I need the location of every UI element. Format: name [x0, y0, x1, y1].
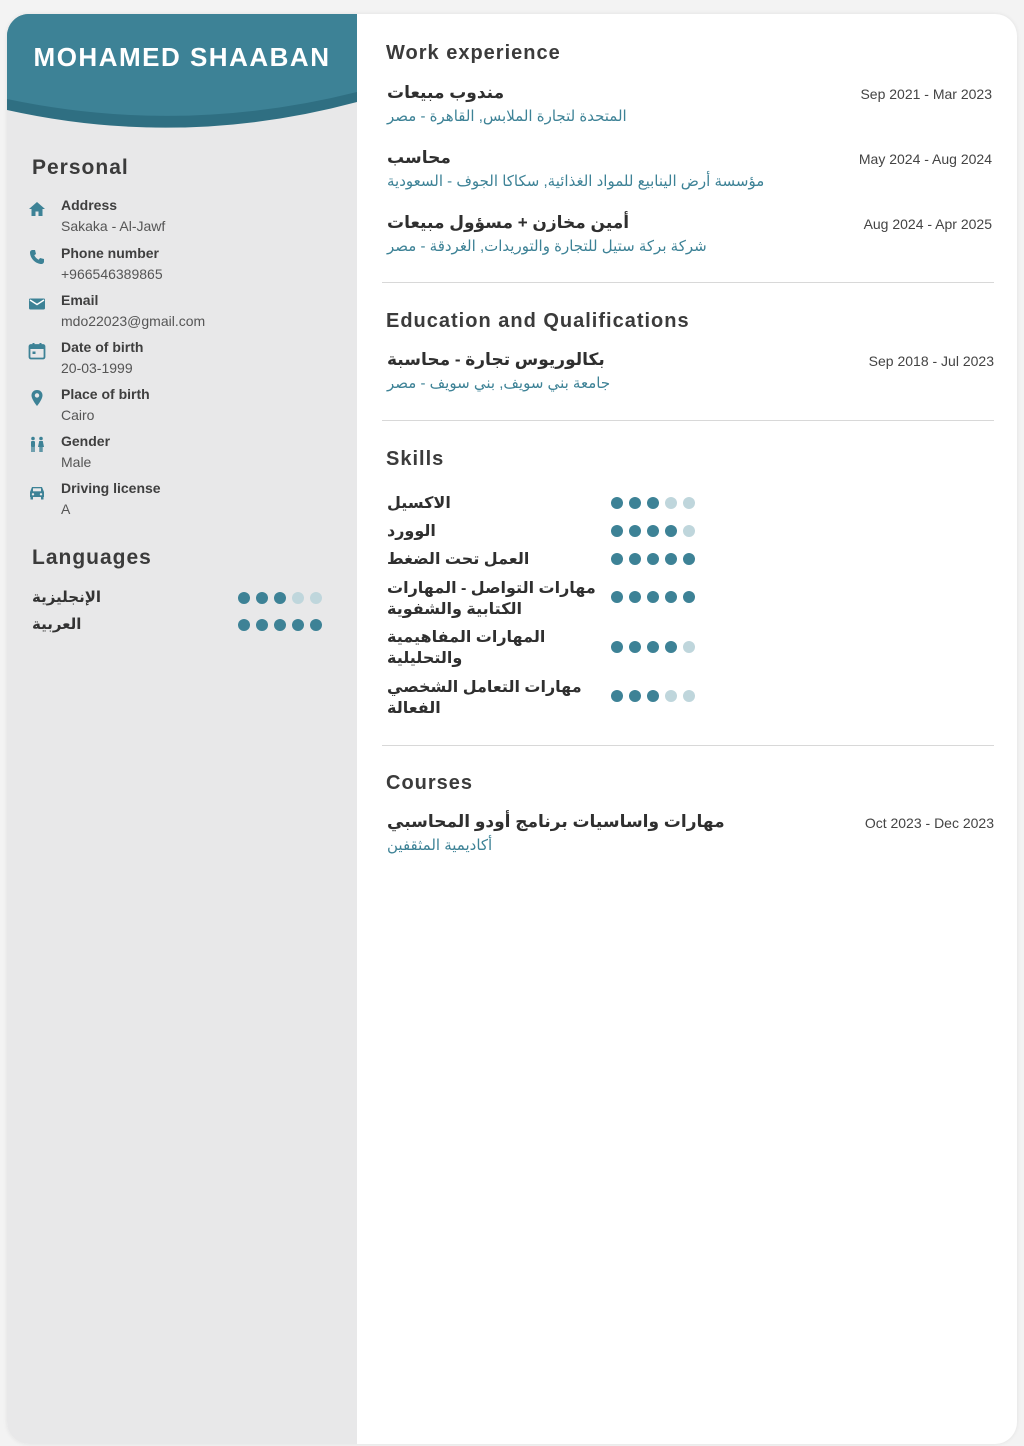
personal-label: Gender [61, 433, 111, 449]
personal-label: Email [61, 292, 99, 308]
level-dot-empty [683, 497, 695, 509]
personal-value: +966546389865 [61, 266, 163, 282]
skill-name: العمل تحت الضغط [387, 551, 530, 568]
level-dot-filled [256, 619, 268, 631]
personal-item-address [27, 197, 347, 241]
skill-level-dots [611, 591, 695, 603]
level-dot-filled [611, 591, 623, 603]
personal-item-email [27, 292, 347, 336]
personal-label: Address [61, 197, 118, 213]
level-dot-filled [665, 591, 677, 603]
entry-date: Sep 2021 - Mar 2023 [860, 86, 992, 102]
main-content [357, 14, 1017, 1444]
gender-icon [27, 435, 47, 455]
education-entry [387, 350, 994, 400]
level-dot-filled [611, 641, 623, 653]
level-dot-filled [665, 525, 677, 537]
personal-label: Driving license [61, 480, 161, 496]
entry-title: محاسب [387, 148, 451, 167]
personal-item-date-of-birth [27, 339, 347, 383]
header-band [7, 14, 357, 139]
skill-level-dots [611, 641, 695, 653]
home-icon [27, 199, 47, 219]
level-dot-filled [238, 619, 250, 631]
header-banner-shape [7, 14, 357, 139]
phone-icon [27, 247, 47, 267]
level-dot-empty [683, 641, 695, 653]
personal-value: mdo22023@gmail.com [61, 313, 206, 329]
skill-row [387, 677, 717, 721]
level-dot-empty [310, 592, 322, 604]
skill-name: الاكسيل [387, 495, 451, 512]
level-dot-filled [665, 641, 677, 653]
level-dot-filled [256, 592, 268, 604]
skills-section-title: Skills [386, 448, 445, 470]
language-row [32, 588, 332, 610]
language-name: العربية [32, 616, 82, 633]
skill-name: مهارات التعامل الشخصي الفعالة [387, 679, 582, 717]
language-level-dots [238, 619, 322, 631]
level-dot-filled [629, 591, 641, 603]
calendar-icon [27, 341, 47, 361]
level-dot-filled [683, 591, 695, 603]
level-dot-filled [310, 619, 322, 631]
entry-subtitle: جامعة بني سويف, بني سويف - مصر [387, 375, 611, 392]
skill-row [387, 578, 717, 622]
personal-item-phone [27, 245, 347, 289]
language-level-dots [238, 592, 322, 604]
personal-section-title: Personal [32, 156, 129, 179]
resume-page [7, 14, 1017, 1444]
level-dot-filled [647, 641, 659, 653]
personal-item-gender [27, 433, 347, 477]
level-dot-filled [647, 497, 659, 509]
entry-date: Aug 2024 - Apr 2025 [863, 216, 992, 232]
entry-date: Oct 2023 - Dec 2023 [864, 815, 994, 831]
level-dot-filled [629, 525, 641, 537]
level-dot-empty [683, 690, 695, 702]
entry-subtitle: مؤسسة أرض الينابيع للمواد الغذائية, سكاكا الجوف - السعودية [387, 173, 765, 190]
location-pin-icon [27, 388, 47, 408]
sidebar [7, 14, 357, 1444]
car-icon [27, 482, 47, 502]
entry-subtitle: أكاديمية المثقفين [387, 837, 493, 854]
level-dot-filled [647, 591, 659, 603]
skill-level-dots [611, 553, 695, 565]
personal-label: Phone number [61, 245, 160, 261]
entry-title: مهارات واساسيات برنامج أودو المحاسبي [387, 812, 725, 831]
work-entry [387, 83, 992, 133]
level-dot-filled [611, 497, 623, 509]
entry-date: Sep 2018 - Jul 2023 [868, 353, 994, 369]
language-name: الإنجليزية [32, 589, 102, 606]
level-dot-filled [238, 592, 250, 604]
skill-name: مهارات التواصل - المهارات الكتابية والشفوية [387, 580, 596, 618]
language-row [32, 615, 332, 637]
personal-value: Cairo [61, 407, 95, 423]
work-section-title: Work experience [386, 42, 561, 64]
section-divider [382, 745, 994, 746]
entry-subtitle: المتحدة لتجارة الملابس, القاهرة - مصر [387, 108, 627, 125]
skill-name: المهارات المفاهيمية والتحليلية [387, 629, 546, 667]
level-dot-empty [683, 525, 695, 537]
level-dot-filled [611, 690, 623, 702]
level-dot-filled [629, 497, 641, 509]
section-divider [382, 420, 994, 421]
skill-level-dots [611, 525, 695, 537]
personal-value: 20-03-1999 [61, 360, 133, 376]
personal-item-driving-license [27, 480, 347, 524]
skill-name: الوورد [387, 523, 436, 540]
level-dot-empty [665, 497, 677, 509]
section-divider [382, 282, 994, 283]
mail-icon [27, 294, 47, 314]
entry-title: مندوب مبيعات [387, 83, 505, 102]
candidate-name: MOHAMED SHAABAN [33, 42, 331, 72]
course-entry [387, 812, 994, 862]
skill-level-dots [611, 497, 695, 509]
level-dot-filled [611, 525, 623, 537]
level-dot-filled [665, 553, 677, 565]
entry-date: May 2024 - Aug 2024 [858, 151, 992, 167]
level-dot-filled [647, 553, 659, 565]
skill-row [387, 627, 717, 671]
level-dot-filled [647, 525, 659, 537]
level-dot-filled [611, 553, 623, 565]
entry-title: أمين مخازن + مسؤول مبيعات [387, 213, 630, 232]
entry-title: بكالوريوس تجارة - محاسبة [387, 350, 605, 369]
level-dot-filled [647, 690, 659, 702]
level-dot-filled [629, 641, 641, 653]
level-dot-empty [665, 690, 677, 702]
level-dot-filled [274, 619, 286, 631]
level-dot-filled [292, 619, 304, 631]
level-dot-filled [274, 592, 286, 604]
personal-label: Place of birth [61, 386, 150, 402]
personal-value: Male [61, 454, 92, 470]
personal-value: Sakaka - Al-Jawf [61, 218, 166, 234]
languages-section-title: Languages [32, 546, 152, 569]
skill-level-dots [611, 690, 695, 702]
personal-value: A [61, 501, 71, 517]
level-dot-empty [292, 592, 304, 604]
personal-item-place-of-birth [27, 386, 347, 430]
courses-section-title: Courses [386, 772, 474, 794]
entry-subtitle: شركة بركة ستيل للتجارة والتوريدات, الغردقة - مصر [387, 238, 707, 255]
work-entry [387, 213, 992, 263]
level-dot-filled [683, 553, 695, 565]
personal-label: Date of birth [61, 339, 144, 355]
level-dot-filled [629, 690, 641, 702]
level-dot-filled [629, 553, 641, 565]
education-section-title: Education and Qualifications [386, 310, 690, 332]
work-entry [387, 148, 992, 198]
